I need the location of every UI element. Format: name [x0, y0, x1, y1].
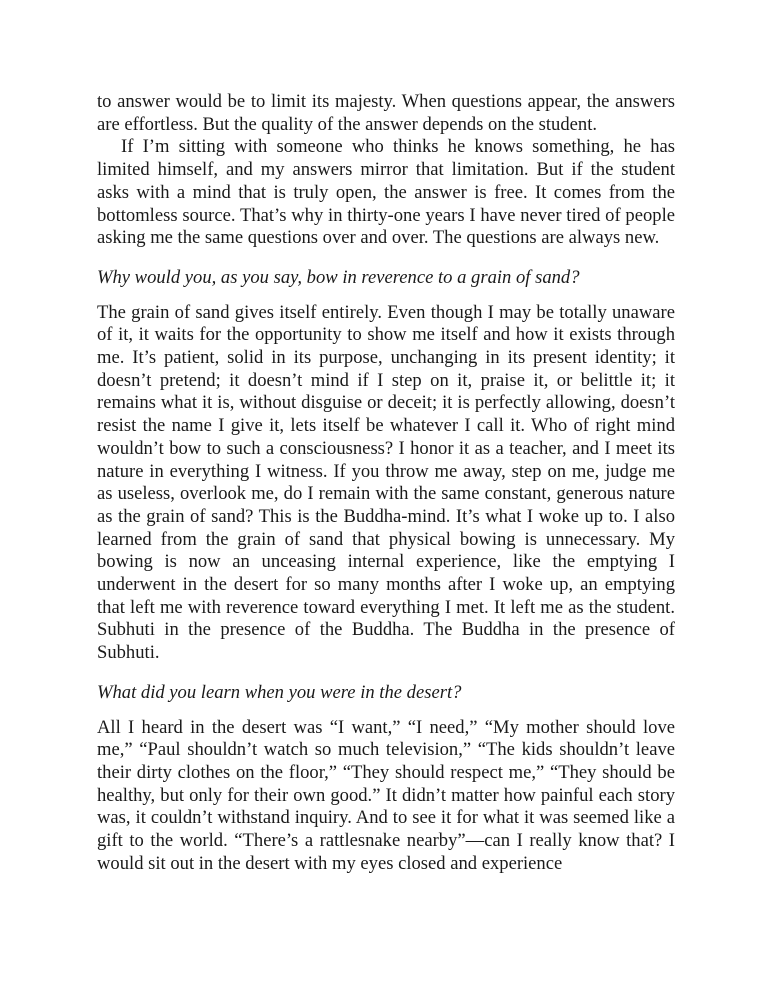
- paragraph-grain-of-sand: The grain of sand gives itself entirely. Even though I may be totally unaware of it, it waits for the opportunity to show me itself and how it exists through me. It’s patient, solid in its purpose, unchanging in its present identity; it doesn’t pretend; it doesn’t mind if I step on it, praise it, or belittle it; it remains what it is, without disguise or deceit; it is perfectly allowing, doesn’t resist the name I give it, lets itself be whatever I call it. Who of right mind wouldn’t bow to such a consciousness? I honor it as a teacher, and I meet its nature in everything I witness. If you throw me away, step on me, judge me as useless, overlook me, do I remain with the same constant, generous nature as the grain of sand? This is the Buddha-mind. It’s what I woke up to. I also learned from the grain of sand that physical bowing is unnecessary. My bowing is now an unceasing internal experience, like the emptying I underwent in the desert for so many months after I woke up, an emptying that left me with reverence toward everything I met. It left me as the student. Subhuti in the presence of the Buddha. The Buddha in the presence of Subhuti.: [97, 301, 675, 664]
- paragraph-open-mind: If I’m sitting with someone who thinks he knows something, he has limited himself, and my answers mirror that limitation. But if the student asks with a mind that is truly open, the answer is free. It comes from the bottomless source. That’s why in thirty-one years I have never tired of people asking me the same questions over and over. The questions are always new.: [97, 136, 675, 249]
- paragraph-continued: to answer would be to limit its majesty. When questions appear, the answers are effortless. But the quality of the answer depends on the student.: [97, 91, 675, 135]
- question-grain-of-sand: Why would you, as you say, bow in reverence to a grain of sand?: [97, 266, 580, 288]
- paragraph-desert: All I heard in the desert was “I want,” “I need,” “My mother should love me,” “Paul shouldn’t watch so much television,” “The kids shouldn’t leave their dirty clothes on the floor,” “They should respect me,” “They should be healthy, but only for their own good.” It didn’t matter how painful each story was, it couldn’t withstand inquiry. And to see it for what it was seemed like a gift to the world. “There’s a rattlesnake nearby”—can I really know that? I would sit out in the desert with my eyes closed and experience: [97, 716, 675, 874]
- question-desert: What did you learn when you were in the desert?: [97, 681, 462, 703]
- page-body: [97, 91, 675, 876]
